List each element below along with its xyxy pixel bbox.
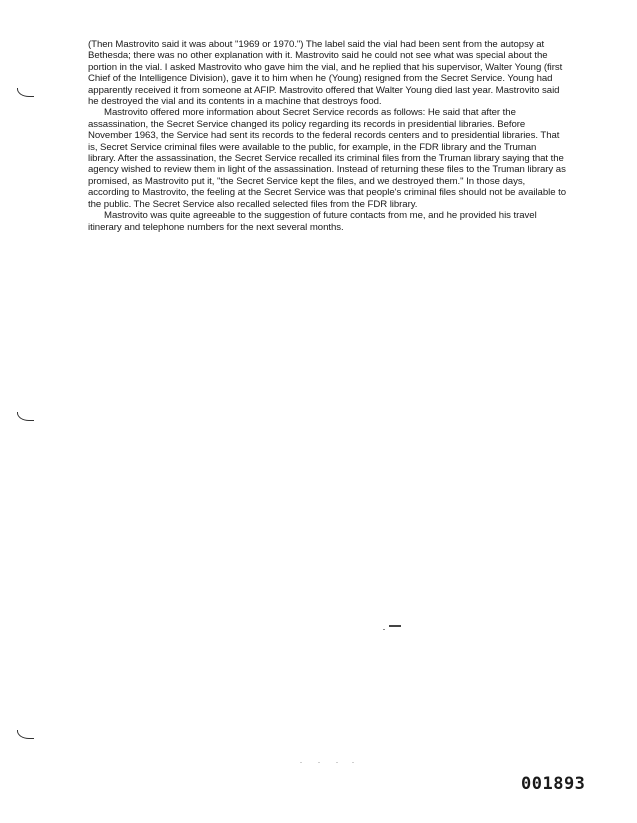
binder-punch-mark-bottom: [17, 730, 34, 739]
paragraph-vial-continuation: (Then Mastrovito said it was about "1969 or 1970.") The label said the vial had been sent from the autopsy at Bethesda; there was no other explanation with it. Mastrovito said he could not see what was special about the portion in the vial. I asked Mastrovito who gave him the vial, and he replied that his supervisor, Walter Young (first Chief of the Intelligence Division), gave it to him when he (Young) resigned from the Secret Service. Young had apparently received it from someone at AFIP. Mastrovito offered that Walter Young died last year. Mastrovito said he destroyed the vial and its contents in a machine that destroys food.: [88, 39, 563, 108]
body-text: [88, 39, 566, 233]
binder-punch-mark-top: [17, 88, 34, 97]
paragraph-secret-service-records: Mastrovito offered more information about Secret Service records as follows: He said that after the assassination, the Secret Service changed its policy regarding its records in presidential libraries. Before November 1963, the Service had sent its records to the federal records centers and to presidential libraries. That is, Secret Service criminal files were available to the public, for example, in the FDR library and the Truman library. After the assassination, the Secret Service recalled its criminal files from the Truman library saying that the agency wished to review them in light of the assassination. Instead of returning these files to the Truman library as promised, as Mastrovito put it, "the Secret Service kept the files, and we destroyed them." In those days, according to Mastrovito, the feeling at the Secret Service was that people's criminal files should not be available to the public. The Secret Service also recalled selected files from the FDR library.: [88, 107, 567, 210]
scan-artifact-speck: [383, 625, 405, 631]
paragraph-future-contacts: Mastrovito was quite agreeable to the suggestion of future contacts from me, and he provided his travel itinerary and telephone numbers for the next several months.: [88, 210, 537, 233]
binder-punch-mark-middle: [17, 412, 34, 421]
scan-artifact-dots: [300, 762, 360, 766]
page-number: 001893: [521, 774, 586, 794]
